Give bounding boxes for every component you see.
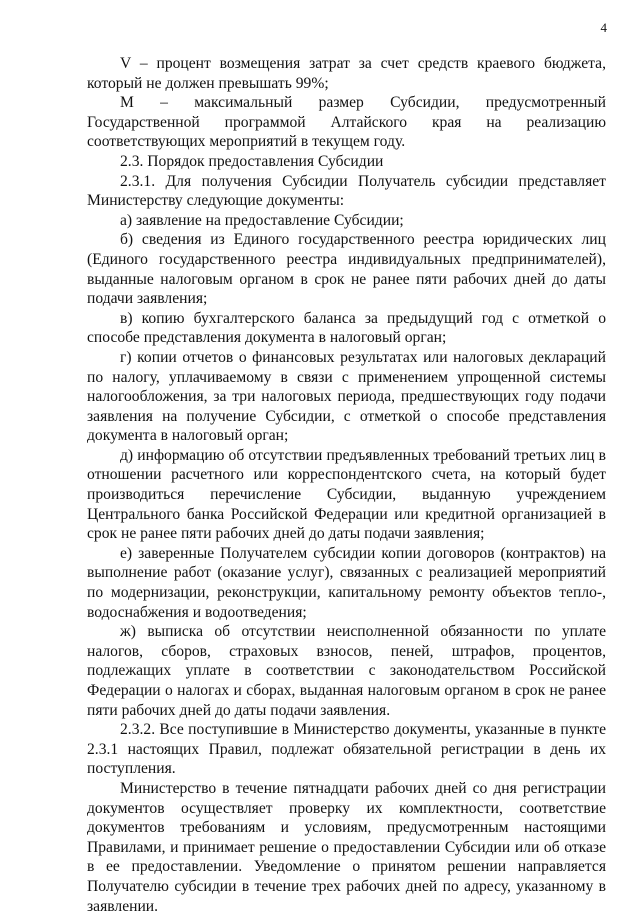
list-item-v: в) копию бухгалтерского баланса за предыдущий год с отметкой о способе представления документа в налоговый орган; xyxy=(87,309,606,347)
list-item-zh: ж) выписка об отсутствии неисполненной обязанности по уплате налогов, сборов, страховых взносов, пеней, штрафов, процентов, подлежащих уплате в соответствии с законодательством Российской Федерации о налогах и сборах, выданная налоговым органом в срок не ранее пяти рабочих дней до даты подачи заявления. xyxy=(87,623,606,719)
paragraph-v-definition: V – процент возмещения затрат за счет средств краевого бюджета, который не должен превышать 99%; xyxy=(87,55,606,92)
list-item-b: б) сведения из Единого государственного реестра юридических лиц (Единого государственного реестра индивидуальных предпринимателей), выданные налоговым органом в срок не ранее пяти рабочих дней до даты подачи заявления; xyxy=(87,231,606,308)
list-item-e: е) заверенные Получателем субсидии копии договоров (контрактов) на выполнение работ (оказание услуг), связанных с реализацией мероприятий по модернизации, реконструкции, капитальному ремонту объектов тепло-, водоснабжения и водоотведения; xyxy=(87,544,606,621)
paragraph-m-definition: М – максимальный размер Субсидии, предусмотренный Государственной программой Алтайского края на реализацию соответствующих мероприятий в текущем году. xyxy=(87,94,606,151)
document-body xyxy=(87,54,606,916)
page-number: 4 xyxy=(600,20,607,35)
list-item-a: а) заявление на предоставление Субсидии; xyxy=(120,211,404,229)
paragraph-2-3-2: 2.3.2. Все поступившие в Министерство документы, указанные в пункте 2.3.1 настоящих Правил, подлежат обязательной регистрации в день их поступления. xyxy=(87,721,606,778)
list-item-g: г) копии отчетов о финансовых результатах или налоговых деклараций по налогу, уплачиваемому в связи с применением упрощенной системы налогообложения, за три налоговых периода, предшествующих году подачи заявления на получение Субсидии, с отметкой о способе представления документа в налоговый орган; xyxy=(87,348,606,445)
paragraph-ministry-review: Министерство в течение пятнадцати рабочих дней со дня регистрации документов осуществляет проверку их комплектности, соответствие документов требованиям и условиям, предусмотренным настоящими Правилами, и принимает решение о предоставлении Субсидии или об отказе в ее предоставлении. Уведомление о принятом решении направляется Получателю субсидии в течение трех рабочих дней по адресу, указанному в заявлении. xyxy=(87,779,606,915)
section-heading-2-3: 2.3. Порядок предоставления Субсидии xyxy=(120,152,384,170)
paragraph-2-3-1: 2.3.1. Для получения Субсидии Получатель субсидии представляет Министерству следующие документы: xyxy=(87,172,606,210)
list-item-d: д) информацию об отсутствии предъявленных требований третьих лиц в отношении расчетного или корреспондентского счета, на который будет производиться перечисление Субсидии, выданную учреждением Центрального банка Российской Федерации или кредитной организацией в срок не ранее пяти рабочих дней до даты подачи заявления; xyxy=(87,446,606,543)
